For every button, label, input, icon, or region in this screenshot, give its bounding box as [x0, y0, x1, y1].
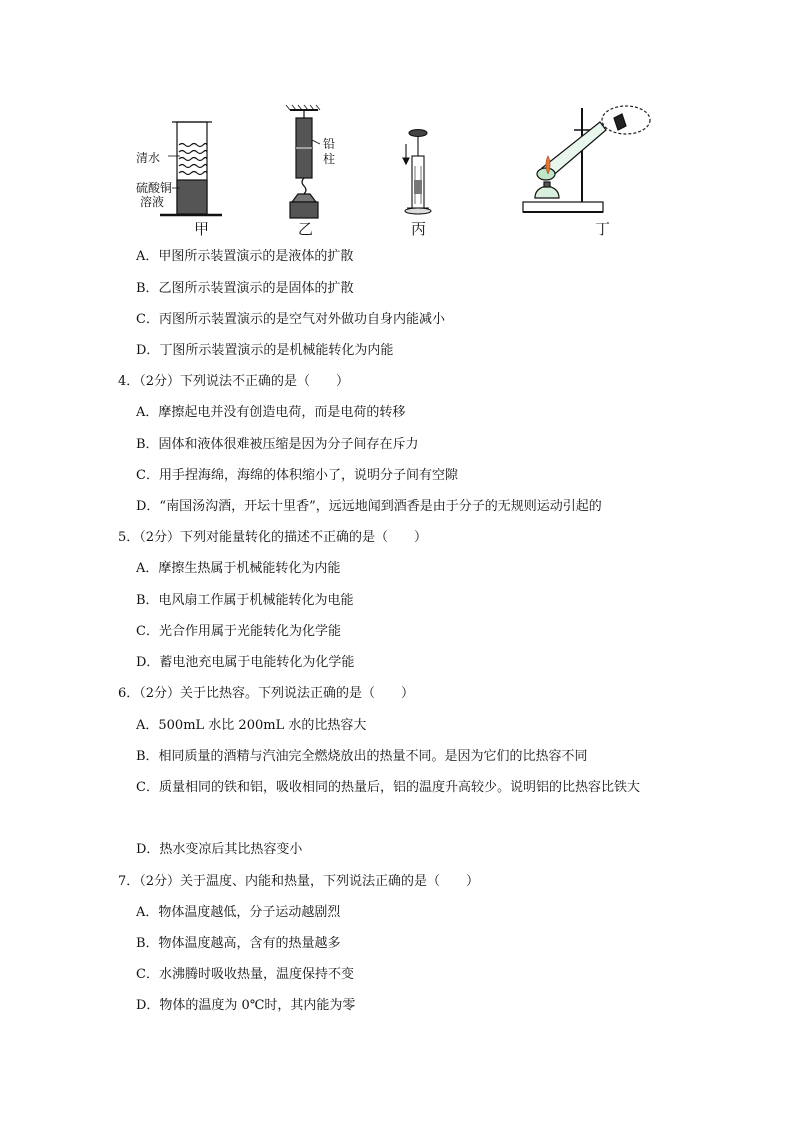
- caption-bing: 丙: [411, 220, 427, 238]
- q4-option-b: B．固体和液体很难被压缩是因为分子间存在斥力: [136, 437, 419, 452]
- figure-yi-lead-cylinders: [286, 105, 320, 218]
- q5-option-d: D．蓄电池充电属于电能转化为化学能: [136, 655, 355, 670]
- q7-option-c: C．水沸腾时吸收热量，温度保持不变: [136, 967, 354, 982]
- q6-option-d: D．热水变凉后其比热容变小: [136, 842, 303, 857]
- figure-drawings: [130, 100, 670, 245]
- figure-ding-test-tube: [523, 106, 650, 212]
- q5-option-b: B．电风扇工作属于机械能转化为电能: [136, 593, 354, 608]
- q4-option-d: D．“南国汤沟酒，开坛十里香”，远远地闻到酒香是由于分子的无规则运动引起的: [136, 499, 602, 514]
- q3-option-c: C．丙图所示装置演示的是空气对外做功自身内能减小: [136, 312, 445, 327]
- caption-jia: 甲: [194, 220, 210, 238]
- q4-option-c: C．用手捏海绵，海绵的体积缩小了，说明分子间有空隙: [136, 468, 458, 483]
- q7-option-a: A．物体温度越低，分子运动越剧烈: [136, 905, 341, 920]
- q4-stem: 4．（2分）下列说法不正确的是（ ）: [118, 374, 350, 389]
- q7-option-b: B．物体温度越高，含有的热量越多: [136, 936, 341, 951]
- q3-option-a: A．甲图所示装置演示的是液体的扩散: [136, 249, 354, 264]
- label-lead-2: 柱: [323, 152, 336, 166]
- label-copper-sulfate-2: 溶液: [140, 195, 165, 209]
- q6-stem: 6．（2分）关于比热容。下列说法正确的是（ ）: [118, 686, 415, 701]
- q6-option-a: A．500mL 水比 200mL 水的比热容大: [136, 718, 367, 733]
- figure-jia-cylinder: [160, 122, 222, 215]
- q5-stem: 5．（2分）下列对能量转化的描述不正确的是（ ）: [118, 530, 428, 545]
- q6-option-c: C．质量相同的铁和铝，吸收相同的热量后，铝的温度升高较少。说明铝的比热容比铁大: [136, 780, 640, 795]
- figure-bing-syringe: [403, 130, 431, 215]
- label-copper-sulfate-1: 硫酸铜: [136, 181, 173, 195]
- caption-ding: 丁: [595, 220, 611, 238]
- q7-option-d: D．物体的温度为 0℃时，其内能为零: [136, 998, 356, 1013]
- q7-stem: 7．（2分）关于温度、内能和热量，下列说法正确的是（ ）: [118, 874, 480, 889]
- caption-yi: 乙: [298, 220, 314, 238]
- label-water: 清水: [136, 151, 161, 165]
- label-lead-1: 铅: [323, 137, 336, 151]
- q5-option-c: C．光合作用属于光能转化为化学能: [136, 624, 341, 639]
- q4-option-a: A．摩擦起电并没有创造电荷，而是电荷的转移: [136, 405, 406, 420]
- q6-option-b: B．相同质量的酒精与汽油完全燃烧放出的热量不同。是因为它们的比热容不同: [136, 749, 588, 764]
- q3-option-d: D．丁图所示装置演示的是机械能转化为内能: [136, 343, 394, 358]
- q3-option-b: B．乙图所示装置演示的是固体的扩散: [136, 281, 354, 296]
- experiment-figures: [130, 100, 670, 245]
- q5-option-a: A．摩擦生热属于机械能转化为内能: [136, 561, 341, 576]
